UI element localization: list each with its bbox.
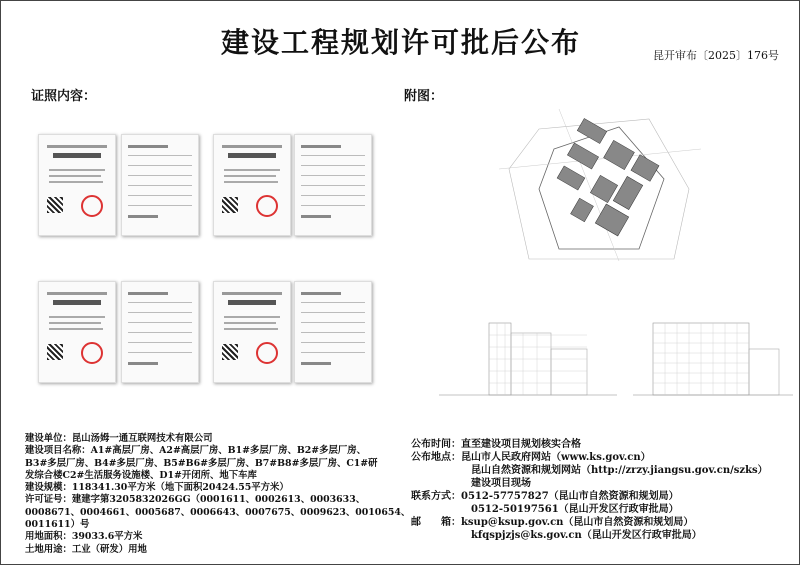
place-website: 昆山市人民政府网站（www.ks.gov.cn） <box>461 452 651 463</box>
project-name-cont: B3#多层厂房、B4#多层厂房、B5#B6#多层厂房、B7#B8#多层厂房、C1#研 <box>25 457 378 469</box>
place-site: 建设项目现场 <box>471 478 531 489</box>
permit-number-cont: 0008671、0004661、0005687、0006643、0007675、0009623、0010654、 <box>25 506 411 518</box>
building-elevation-drawing <box>633 319 793 401</box>
construction-scale: 建设规模：118341.30平方米（地下面积20424.55平方米） <box>25 482 289 494</box>
email-1: ksup@ksup.gov.cn（昆山市自然资源和规划局） <box>461 517 694 528</box>
publication-info <box>411 438 768 542</box>
permit-attachment-image <box>294 281 372 383</box>
phone-label: 联系方式： <box>411 491 461 502</box>
permit-attachment-image <box>121 134 199 236</box>
certificate-section-label: 证照内容： <box>31 89 97 104</box>
permit-attachment-image <box>294 134 372 236</box>
land-area: 用地面积：39033.6平方米 <box>25 531 143 543</box>
construction-unit: 建设单位：昆山汤姆一通互联网技术有限公司 <box>25 433 213 444</box>
project-name: 建设项目名称：A1#高层厂房、A2#高层厂房、B1#多层厂房、B2#多层厂房、 <box>25 445 367 457</box>
attachment-section-label: 附图： <box>404 89 444 104</box>
phone-1: 0512-57757827（昆山市自然资源和规划局） <box>461 491 679 502</box>
place-resource-website: 昆山自然资源和规划网站（http://zrzy.jiangsu.gov.cn/szks） <box>471 465 768 476</box>
project-info <box>25 433 410 556</box>
project-name-cont: 发综合楼C2#生活服务设施楼、D1#开闭所、地下车库 <box>25 469 257 481</box>
permit-certificate-image <box>213 281 291 383</box>
document-number: 昆开审布〔2025〕176号 <box>653 49 779 62</box>
permit-number: 许可证号：建建字第3205832026GG（0001611、0002613、0003633、 <box>25 494 366 506</box>
permit-attachment-image <box>121 281 199 383</box>
permit-certificate-image <box>38 281 116 383</box>
permit-number-cont: 0011611）号 <box>25 519 90 531</box>
email-2: kfqspjzjs@ks.gov.cn（昆山开发区行政审批局） <box>471 530 702 541</box>
permit-certificate-image <box>38 134 116 236</box>
place-label: 公布地点： <box>411 452 461 463</box>
site-plan-drawing <box>499 109 701 261</box>
page-title: 建设工程规划许可批后公布 <box>220 26 581 59</box>
permit-certificate-image <box>213 134 291 236</box>
phone-2: 0512-50197561（昆山开发区行政审批局） <box>471 504 679 515</box>
email-label: 邮 箱： <box>411 517 461 528</box>
publication-period: 公布时间：直至建设项目规划核实合格 <box>411 439 581 450</box>
land-use: 土地用途：工业（研发）用地 <box>25 543 147 555</box>
building-elevation-drawing <box>439 319 617 401</box>
